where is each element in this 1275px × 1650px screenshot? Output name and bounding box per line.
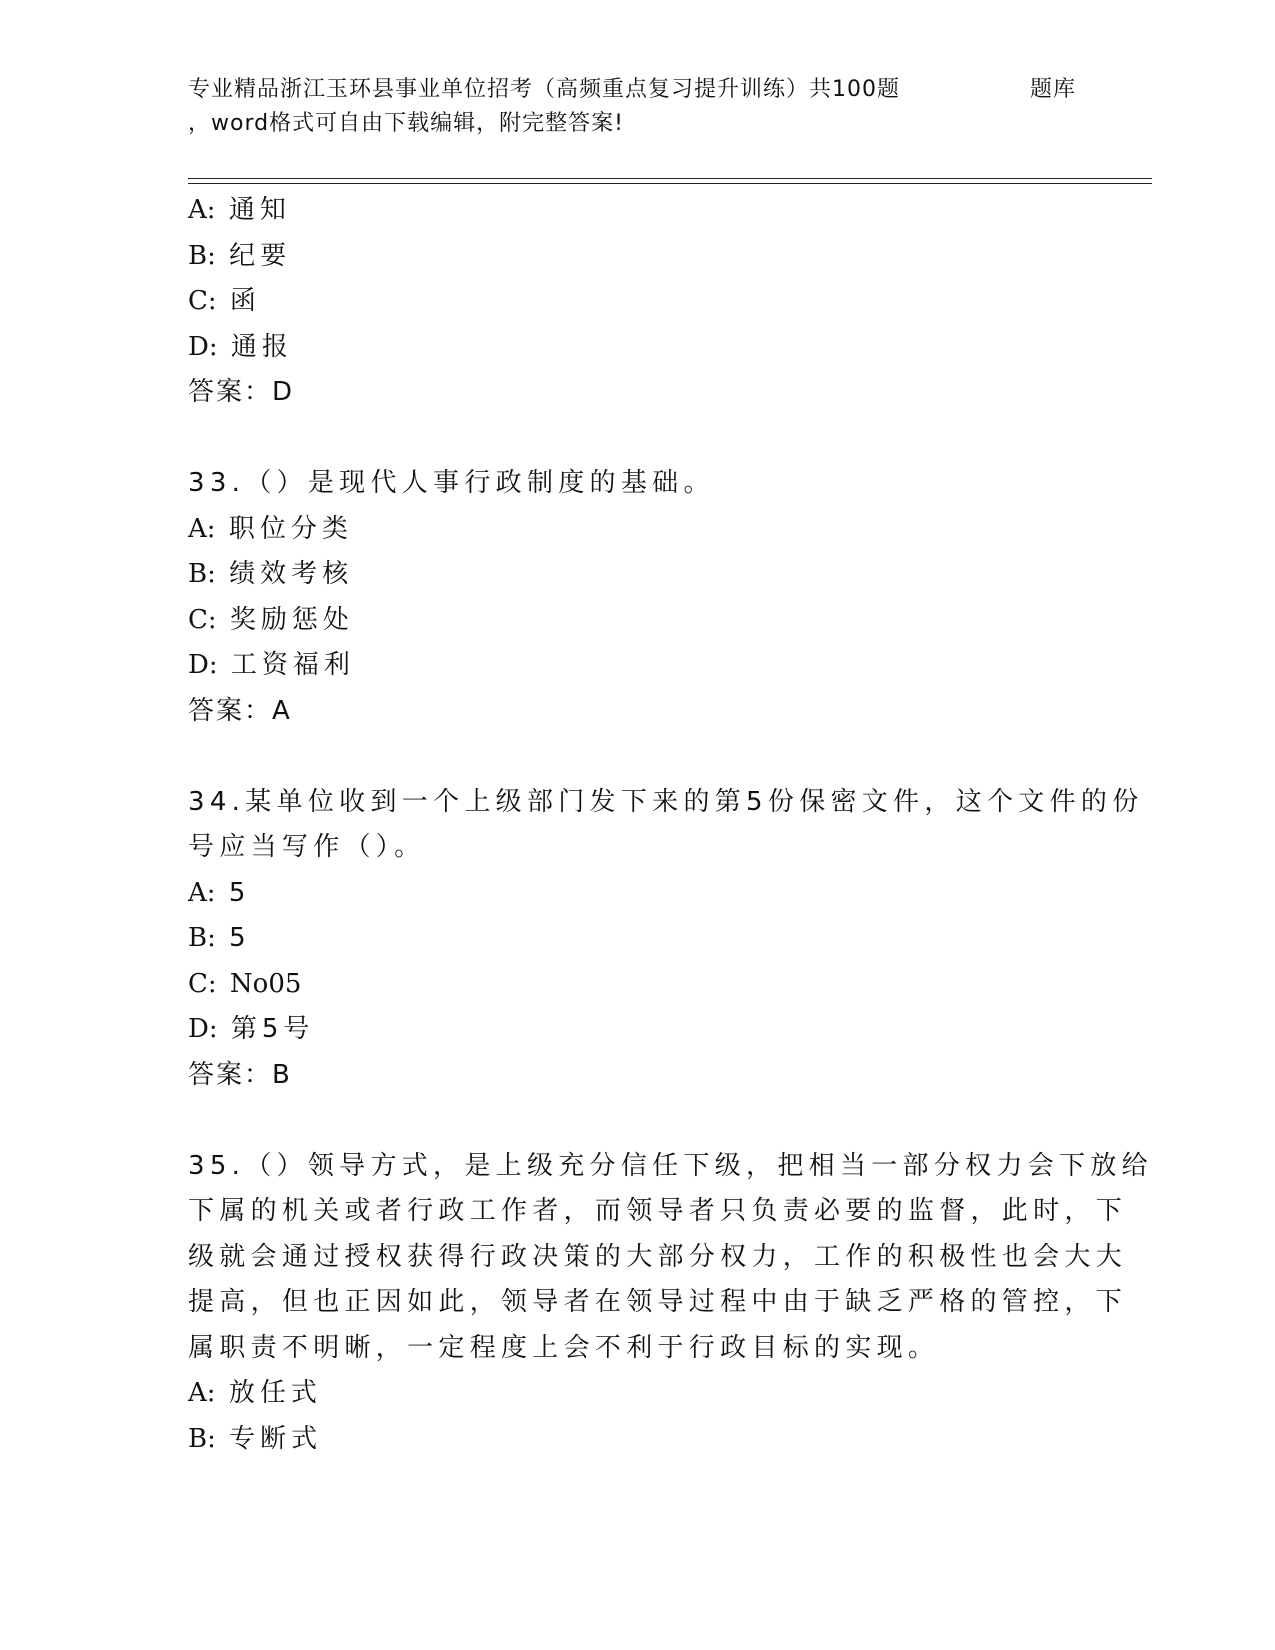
question-34-block	[188, 780, 1144, 1099]
option-text: 职位分类	[228, 513, 353, 544]
option-a	[188, 188, 1088, 234]
option-b	[188, 234, 1088, 280]
question-text: 级就会通过授权获得行政决策的大部分权力，工作的积极性也会大大	[188, 1241, 1128, 1272]
option-b	[188, 552, 1088, 598]
option-d	[188, 643, 1088, 689]
header-title-line1: 专业精品浙江玉环县事业单位招考（高频重点复习提升训练）共100题	[188, 77, 900, 102]
spacer	[188, 416, 1088, 462]
option-letter: C:	[188, 604, 217, 635]
option-text: 绩效考核	[229, 559, 354, 589]
header-divider-bottom	[188, 183, 1152, 184]
option-a	[188, 1371, 1088, 1417]
header-title-right: 题库	[1030, 77, 1077, 102]
option-a	[188, 871, 1088, 917]
option-letter: C:	[188, 286, 217, 316]
spacer	[188, 1098, 1088, 1144]
option-d	[188, 1007, 1088, 1053]
option-text: 第5号	[230, 1014, 315, 1044]
option-text: No05	[229, 968, 302, 999]
question-text: 提高，但也正因如此，领导者在领导过程中由于缺乏严格的管控，下	[188, 1287, 1128, 1317]
question-text: 33.（）是现代人事行政制度的基础。	[188, 468, 715, 498]
option-letter: D:	[188, 1014, 218, 1044]
option-c	[188, 598, 1088, 644]
question-text: 34.某单位收到一个上级部门发下来的第5份保密文件，这个文件的份	[188, 786, 1144, 817]
option-letter: B:	[188, 1423, 216, 1454]
spacer	[188, 734, 1088, 780]
option-text: 5	[229, 923, 251, 953]
question-text: 35.（）领导方式，是上级充分信任下级，把相当一部分权力会下放给	[188, 1150, 1153, 1181]
question-text: 属职责不明晰，一定程度上会不利于行政目标的实现。	[188, 1332, 940, 1363]
option-d	[188, 325, 1088, 371]
answer-line: 答案：D	[188, 377, 295, 407]
option-letter: A:	[188, 1378, 216, 1408]
option-letter: B:	[188, 923, 216, 953]
option-text: 专断式	[229, 1423, 323, 1454]
question-content	[188, 188, 1153, 1462]
option-c	[188, 962, 1088, 1008]
question-33-block	[188, 461, 1088, 734]
question-text: 号应当写作（）。	[188, 832, 426, 862]
option-letter: D:	[188, 650, 218, 680]
option-text: 通报	[230, 331, 293, 362]
option-letter: B:	[188, 240, 216, 271]
option-b	[188, 916, 1088, 962]
header-title-line2: ，word格式可自由下载编辑，附完整答案!	[188, 111, 624, 136]
option-text: 纪要	[229, 240, 292, 271]
option-letter: A:	[188, 877, 216, 908]
option-a	[188, 507, 1088, 553]
option-letter: A:	[188, 195, 216, 225]
header-divider-top	[188, 178, 1152, 179]
option-letter: B:	[188, 559, 216, 589]
answer-line: 答案：B	[188, 1059, 292, 1090]
option-letter: C:	[188, 968, 217, 999]
prev-question-block	[188, 188, 1088, 416]
question-text: 下属的机关或者行政工作者，而领导者只负责必要的监督，此时，下	[188, 1196, 1128, 1226]
option-text: 通知	[228, 195, 291, 225]
option-c	[188, 279, 1088, 325]
answer-line: 答案：A	[188, 695, 292, 726]
option-text: 5	[228, 877, 251, 908]
option-text: 奖励惩处	[229, 604, 354, 635]
option-text: 函	[229, 286, 261, 316]
option-letter: D:	[188, 331, 218, 362]
option-letter: A:	[188, 513, 216, 544]
option-text: 放任式	[228, 1378, 322, 1408]
option-b	[188, 1417, 1088, 1463]
option-text: 工资福利	[230, 650, 355, 680]
question-35-block	[188, 1144, 1153, 1463]
